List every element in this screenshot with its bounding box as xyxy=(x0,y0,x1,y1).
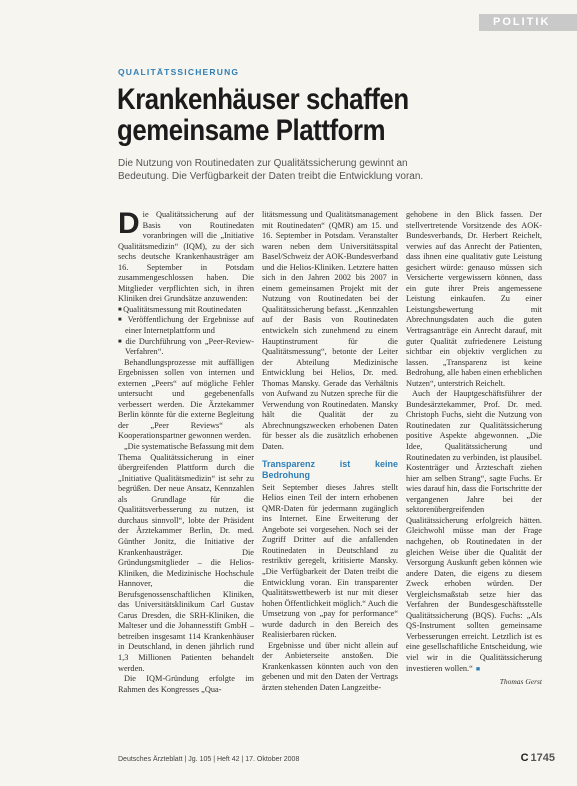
byline: Thomas Gerst xyxy=(499,677,542,687)
column-2 xyxy=(262,210,398,695)
section-tag: POLITIK xyxy=(479,14,577,31)
paragraph: litätsmessung und Qualitätsmanagement mit Routinedaten“ (QMR) am 15. und 16. September in Potsdam. Veranstalter waren neben dem Universitätsspital Basel/Schweiz der AOK-Bundesverband und die Helios-Kliniken. Letztere hatten sich in den Jahren 2002 bis 2007 in einem gemeinsamen Projekt mit der Nutzung von Routinedaten bei der Qualitätssicherung befasst. „Kennzahlen auf der Basis von Routinedaten entwickeln sich zunehmend zu einem Hauptinstrument für die Qualitätsmessung“, betonte der Leiter der Abteilung Medizinische Entwicklung bei Helios, Dr. med. Thomas Mansky. Gerade das Verhältnis von Aufwand zu Nutzen spreche für die Verwendung von Routinedaten. Mansky hält die Qualität der zu Abrechnungszwecken erhobenen Daten für besser als die zusätzlich erhobenen Daten. xyxy=(262,210,398,452)
paragraph: gehobene in den Blick fassen. Der stellvertretende Vorsitzende des AOK-Bundesverbands, Dr. Herbert Reichelt, verwies auf das Anrecht der Patienten, dass ihnen eine qualitativ gute Leistung gesichert würde: genauso müssen sich Versicherte vergewissern können, dass ein gute ihrer Preis angemessene Leistung einkaufen. Zu einer Leistungsbewertung mit Abrechnungsdaten auch die guten Vertragsanträge ein Anrecht darauf, mit guter Qualität zufriedenere Leistung sichtbar ein objektiv verglichen zu lassen. „Transparenz ist keine Bedrohung, alle haben einen erheblichen Nutzen“, unterstrich Reichelt. xyxy=(406,210,542,388)
kicker: QUALITÄTSSICHERUNG xyxy=(118,67,240,77)
headline-line-1: Krankenhäuser schaffen xyxy=(117,83,409,116)
paragraph: Seit September dieses Jahres stellt Helios einen Teil der intern erhobenen QMR-Daten für jedermann zugänglich ins Internet. Eine Erweiterung der Angebote sei vorgesehen. Noch sei der Zugriff Dritter auf die anfallenden Routinedaten in Deutschland zu restriktiv geregelt, kritisierte Mansky. „Die Verfügbarkeit der Daten treibt die Entwicklung voran. Ein transparenter Qualitätswettbewerb ist nur mit dieser hohen Öffentlichkeit möglich.“ Auch die Umsetzung von „pay for performance“ wurde dadurch in den Bereich des Realisierbaren rücken. xyxy=(262,482,398,640)
page-footer xyxy=(118,752,555,768)
paragraph: Auch der Hauptgeschäftsführer der Bundesärztekammer, Prof. Dr. med. Christoph Fuchs, sieht die Nutzung von Routinedaten zur Qualitätssicherung positive Aspekte abgewonnen. „Die Idee, Qualitätssicherung und Routinedaten zu verbinden, ist plausibel. Kostenträger und Ärzteschaft ziehen hier am selben Strang“, sagte Fuchs. Er wies darauf hin, dass die Fortschritte der vergangenen Jahre bei der sektorenübergreifenden Qualitätssicherung erfolgreich hätten. Gleichwohl müsse man der Frage nachgehen, ob Routinedaten in der gleichen Weise über die Qualität der Versorgung Auskunft geben können wie andere Daten, die eigens zu diesem Zweck erhoben würden. Der Vergleichsmaßstab setze hier das Verfahren der Bundesgeschäftsstelle Qualitätssicherung (BQS). Fuchs: „Als QS-Instrument sollten gemeinsame Verbesserungen erreicht. Letztlich ist es eine gesellschaftliche Entscheidung, wie viel wir in die Qualitätssicherung investieren wollen.“ ■ xyxy=(406,389,542,673)
paragraph: Ergebnisse und über nicht allein auf der Anbieterseite anstoßen. Die Krankenkassen könnten auch von den gebenen und mit den Daten der Vertrags ärzten stehenden Daten Langzeitbe- xyxy=(262,640,398,692)
paragraph: Behandlungsprozesse mit auffälligen Ergebnissen sollen von internen und externen „Peers“ auf mögliche Fehler untersucht und gegebenenfalls verbessert werden. Die Ärztekammer Berlin könnte für die externe Begleitung der „Peer Reviews“ als Kooperationspartner gewonnen werden. xyxy=(118,357,254,441)
headline xyxy=(117,84,461,146)
bullet-item: ■ die Durchführung von „Peer-Review-Verfahren“. xyxy=(118,337,254,358)
paragraph: „Die systematische Befassung mit dem Thema Qualitätssicherung in einer übergreifenden Plattform durch die „Initiative Qualitätsmedizin“ ist sehr zu begrüßen. Der neue Ansatz, Kennzahlen als Grundlage für die Qualitätsverbesserung zu nutzen, ist durchaus sinnvoll“, lobte der Präsident der Ärztekammer Berlin, Dr. med. Günther Jonitz, die Initiative der Krankenhausträger. Die Gründungsmitglieder – die Helios-Kliniken, die Medizinische Hochschule Hannover, die Berufsgenossenschaftlichen Kliniken, das Universitätsklinikum Carl Gustav Carus Dresden, die SRH-Kliniken, die Malteser und die Johannesstift GmbH – betreiben insgesamt 114 Krankenhäuser in Deutschland, in denen jährlich rund 1,3 Millionen Patienten behandelt werden. xyxy=(118,442,254,673)
drop-cap: D xyxy=(118,207,140,240)
footer-source: Deutsches Ärzteblatt | Jg. 105 | Heft 42 | 17. Oktober 2008 xyxy=(118,756,300,763)
bullet-item: ■ Qualitätsmessung mit Routinedaten xyxy=(118,305,254,316)
paragraph: Die IQM-Gründung erfolgte im Rahmen des Kongresses „Qua- xyxy=(118,674,254,694)
column-3 xyxy=(406,210,542,695)
end-mark-icon: ■ xyxy=(475,664,481,673)
headline-line-2: gemeinsame Plattform xyxy=(117,114,386,147)
subheading: Transparenz ist keine Bedrohung xyxy=(262,458,398,480)
lead-paragraph: Die Nutzung von Routinedaten zur Qualitätssicherung gewinnt an Bedeutung. Die Verfügbarkeit der Daten treibt die Entwicklung voran. xyxy=(118,158,424,182)
bullet-item: ■ Veröffentlichung der Ergebnisse auf einer Internetplattform und xyxy=(118,315,254,336)
article-body xyxy=(118,207,543,695)
page-number: C 1745 xyxy=(520,752,555,764)
column-1 xyxy=(118,207,255,695)
paragraph: Die Qualitätssicherung auf der Basis von Routinedaten voranbringen will die „Initiative Qualitätsmedizin“ (IQM), zu der sich sechs deutsche Krankenhausträger am 16. September in Potsdam zusammengeschlossen haben. Die Mitglieder verpflichten sich, in ihren Kliniken drei Grundsätze anzuwenden: xyxy=(118,207,254,304)
